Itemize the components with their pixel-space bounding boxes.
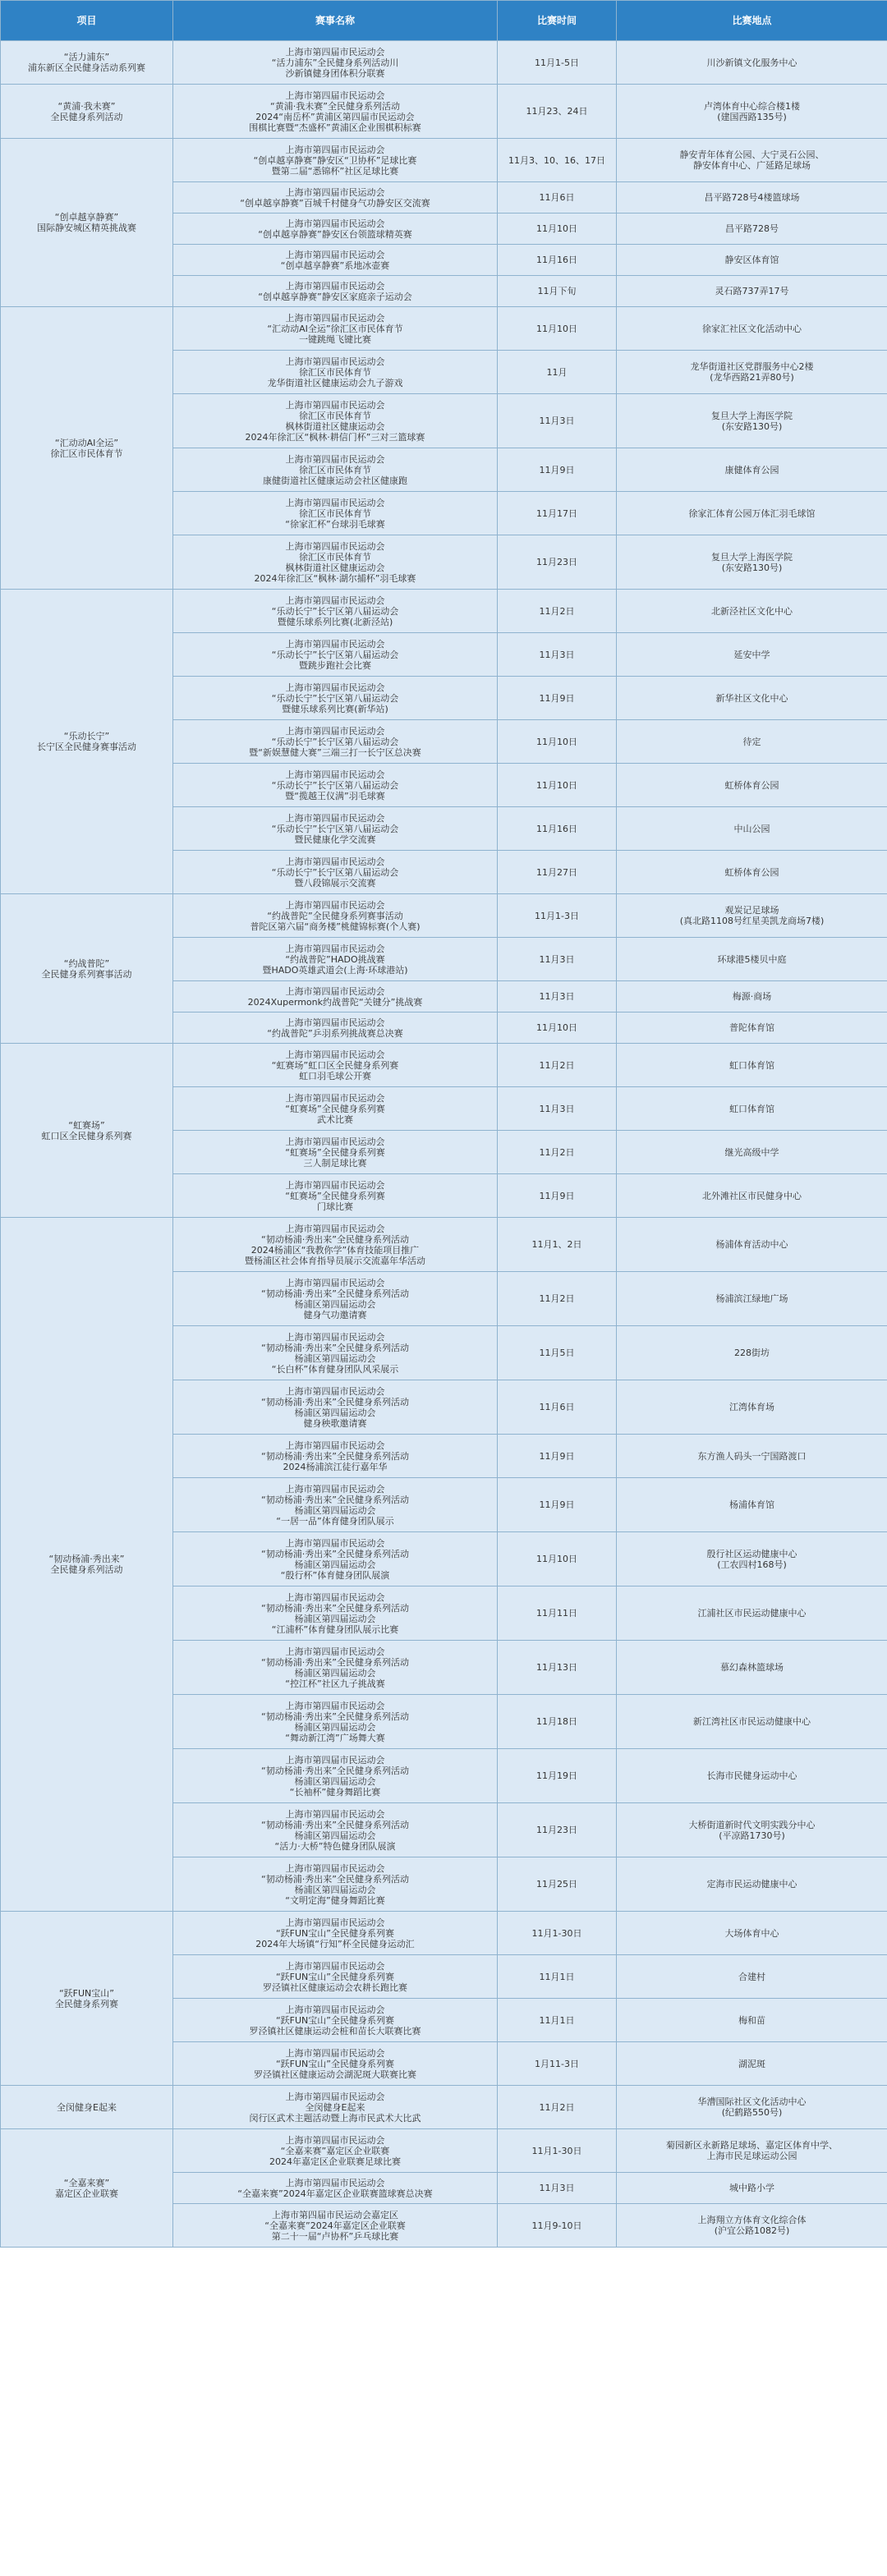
place-cell: 杨浦体育馆	[617, 1478, 887, 1532]
place-cell: 复旦大学上海医学院 (东安路130号)	[617, 394, 887, 448]
event-name-cell: 上海市第四届市民运动会 “全嘉来赛”嘉定区企业联赛 2024年嘉定区企业联赛足球比赛	[173, 2129, 498, 2173]
place-cell: 静安区体育馆	[617, 245, 887, 276]
place-cell: 康健体育公园	[617, 448, 887, 492]
place-cell: 观炭记足球场 (真北路1108号红星美凯龙商场7楼)	[617, 894, 887, 938]
time-cell: 11月23、24日	[498, 85, 617, 139]
event-name-cell: 上海市第四届市民运动会 “乐动长宁”长宁区第八届运动会 暨跳步跑社会比赛	[173, 633, 498, 677]
event-name-cell: 上海市第四届市民运动会 “虹赛场”全民健身系列赛 武术比赛	[173, 1087, 498, 1131]
time-cell: 1月11-3日	[498, 2042, 617, 2086]
header-place: 比赛地点	[617, 1, 887, 41]
time-cell: 11月27日	[498, 851, 617, 894]
event-name-cell: 上海市第四届市民运动会 徐汇区市民体育节 龙华街道社区健康运动会九子游戏	[173, 351, 498, 394]
event-name-cell: 上海市第四届市民运动会 “乐动长宁”长宁区第八届运动会 暨民健康化学交流赛	[173, 807, 498, 851]
time-cell: 11月9日	[498, 677, 617, 720]
place-cell: 延安中学	[617, 633, 887, 677]
time-cell: 11月9日	[498, 448, 617, 492]
header-row	[1, 1, 887, 41]
event-name-cell: 上海市第四届市民运动会 “乐动长宁”长宁区第八届运动会 暨健乐球系列比赛(新华站)	[173, 677, 498, 720]
place-cell: 北外滩社区市民健身中心	[617, 1174, 887, 1218]
event-name-cell: 上海市第四届市民运动会 徐汇区市民体育节 枫林街道社区健康运动会 2024年徐汇区“枫林·湖尔捕杯”羽毛球赛	[173, 535, 498, 590]
time-cell: 11月5日	[498, 1326, 617, 1380]
table-row	[1, 2086, 887, 2129]
time-cell: 11月1-5日	[498, 41, 617, 85]
event-name-cell: 上海市第四届市民运动会 “韧动杨浦·秀出来”全民健身系列活动 杨浦区第四届运动会 “舞动新江湾”广场舞大赛	[173, 1695, 498, 1749]
table-row	[1, 139, 887, 182]
event-name-cell: 上海市第四届市民运动会 “全嘉来赛”2024年嘉定区企业联赛篮球赛总决赛	[173, 2173, 498, 2204]
time-cell: 11月10日	[498, 720, 617, 764]
event-name-cell: 上海市第四届市民运动会 “韧动杨浦·秀出来”全民健身系列活动 杨浦区第四届运动会 “文明定海”健身舞蹈比赛	[173, 1857, 498, 1912]
event-name-cell: 上海市第四届市民运动会 全闵健身E起来 闵行区武术主题活动暨上海市民武术大比武	[173, 2086, 498, 2129]
place-cell: 龙华街道社区党群服务中心2楼 (龙华西路21弄80号)	[617, 351, 887, 394]
time-cell: 11月23日	[498, 535, 617, 590]
project-cell: “韧动杨浦·秀出来” 全民健身系列活动	[1, 1218, 173, 1912]
time-cell: 11月2日	[498, 2086, 617, 2129]
project-cell: “汇动动AI全运” 徐汇区市民体育节	[1, 307, 173, 590]
event-name-cell: 上海市第四届市民运动会 “约战普陀”全民健身系列赛事活动 普陀区第六届“商务楼”桃健锦标赛(个人赛)	[173, 894, 498, 938]
event-name-cell: 上海市第四届市民运动会 “跃FUN宝山”全民健身系列赛 2024年大场镇“行知”杯全民健身运动汇	[173, 1912, 498, 1955]
place-cell: 北新泾社区文化中心	[617, 590, 887, 633]
event-name-cell: 上海市第四届市民运动会 “虹赛场”全民健身系列赛 三人制足球比赛	[173, 1131, 498, 1174]
place-cell: 虹口体育馆	[617, 1087, 887, 1131]
event-name-cell: 上海市第四届市民运动会 徐汇区市民体育节 “徐家汇杯”台球羽毛球赛	[173, 492, 498, 535]
project-cell: “创卓越享静赛” 国际静安城区精英挑战赛	[1, 139, 173, 307]
place-cell: 中山公园	[617, 807, 887, 851]
time-cell: 11月2日	[498, 1131, 617, 1174]
time-cell: 11月9日	[498, 1435, 617, 1478]
event-name-cell: 上海市第四届市民运动会 “韧动杨浦·秀出来”全民健身系列活动 杨浦区第四届运动会 “一居一品”体育健身团队展示	[173, 1478, 498, 1532]
time-cell: 11月6日	[498, 182, 617, 214]
place-cell: 殷行社区运动健康中心 (工农四村168号)	[617, 1532, 887, 1586]
event-name-cell: 上海市第四届市民运动会 “韧动杨浦·秀出来”全民健身系列活动 2024杨浦区“我教你学”体育技能项目推广 暨杨浦区社会体育指导员展示交流嘉年华活动	[173, 1218, 498, 1272]
event-name-cell: 上海市第四届市民运动会 “乐动长宁”长宁区第八届运动会 暨八段锦展示交流赛	[173, 851, 498, 894]
time-cell: 11月16日	[498, 807, 617, 851]
time-cell: 11月3日	[498, 981, 617, 1012]
event-name-cell: 上海市第四届市民运动会 “韧动杨浦·秀出来”全民健身系列活动 杨浦区第四届运动会 健身气功邀请赛	[173, 1272, 498, 1326]
place-cell: 华漕国际社区文化活动中心 (纪鹤路550号)	[617, 2086, 887, 2129]
time-cell: 11月1-30日	[498, 2129, 617, 2173]
event-name-cell: 上海市第四届市民运动会 “韧动杨浦·秀出来”全民健身系列活动 杨浦区第四届运动会 “活力·大桥”特色健身团队展演	[173, 1803, 498, 1857]
place-cell: 虹桥体育公园	[617, 851, 887, 894]
table-row	[1, 307, 887, 351]
project-cell: “乐动长宁” 长宁区全民健身赛事活动	[1, 590, 173, 894]
event-name-cell: 上海市第四届市民运动会 “跃FUN宝山”全民健身系列赛 罗泾镇社区健康运动会桩和苗长大联赛比赛	[173, 1999, 498, 2042]
table-row	[1, 2129, 887, 2173]
time-cell: 11月3日	[498, 2173, 617, 2204]
place-cell: 静安青年体育公园、大宁灵石公园、 静安体育中心、广延路足球场	[617, 139, 887, 182]
time-cell: 11月1-3日	[498, 894, 617, 938]
time-cell: 11月2日	[498, 1272, 617, 1326]
event-name-cell: 上海市第四届市民运动会 “乐动长宁”长宁区第八届运动会 暨健乐球系列比赛(北新泾站)	[173, 590, 498, 633]
time-cell: 11月13日	[498, 1641, 617, 1695]
place-cell: 梅源·商场	[617, 981, 887, 1012]
place-cell: 虹口体育馆	[617, 1044, 887, 1087]
place-cell: 灵石路737弄17号	[617, 276, 887, 307]
time-cell: 11月9日	[498, 1478, 617, 1532]
time-cell: 11月16日	[498, 245, 617, 276]
event-name-cell: 上海市第四届市民运动会 “创卓越享静赛”百城千村健身气功静安区交流赛	[173, 182, 498, 214]
place-cell: 昌平路728号4楼篮球场	[617, 182, 887, 214]
time-cell: 11月10日	[498, 764, 617, 807]
place-cell: 川沙新镇文化服务中心	[617, 41, 887, 85]
event-name-cell: 上海市第四届市民运动会 “创卓越享静赛”静安区“卫协杯”足球比赛 暨第二届“悉锦杯”社区足球比赛	[173, 139, 498, 182]
place-cell: 湖泥斑	[617, 2042, 887, 2086]
place-cell: 新江湾社区市民运动健康中心	[617, 1695, 887, 1749]
header-project: 项目	[1, 1, 173, 41]
event-name-cell: 上海市第四届市民运动会 “创卓越享静赛”静安区家庭亲子运动会	[173, 276, 498, 307]
place-cell: 江浦社区市民运动健康中心	[617, 1586, 887, 1641]
place-cell: 228街坊	[617, 1326, 887, 1380]
event-name-cell: 上海市第四届市民运动会 “创卓越享静赛”系地冰壶赛	[173, 245, 498, 276]
event-name-cell: 上海市第四届市民运动会 “韧动杨浦·秀出来”全民健身系列活动 杨浦区第四届运动会 “长袖杯”健身舞蹈比赛	[173, 1749, 498, 1803]
event-name-cell: 上海市第四届市民运动会 “创卓越享静赛”静安区台领篮球精英赛	[173, 214, 498, 245]
place-cell: 菊园新区永新路足球场、嘉定区体育中学、 上海市民足球运动公园	[617, 2129, 887, 2173]
place-cell: 江湾体育场	[617, 1380, 887, 1435]
place-cell: 待定	[617, 720, 887, 764]
event-name-cell: 上海市第四届市民运动会 “跃FUN宝山”全民健身系列赛 罗泾镇社区健康运动会农耕长跑比赛	[173, 1955, 498, 1999]
time-cell: 11月18日	[498, 1695, 617, 1749]
time-cell: 11月3日	[498, 394, 617, 448]
time-cell: 11月	[498, 351, 617, 394]
event-name-cell: 上海市第四届市民运动会 “韧动杨浦·秀出来”全民健身系列活动 杨浦区第四届运动会 “长白杯”体育健身团队风采展示	[173, 1326, 498, 1380]
place-cell: 复旦大学上海医学院 (东安路130号)	[617, 535, 887, 590]
event-name-cell: 上海市第四届市民运动会 徐汇区市民体育节 康健街道社区健康运动会社区健康跑	[173, 448, 498, 492]
time-cell: 11月9日	[498, 1174, 617, 1218]
table-row	[1, 1912, 887, 1955]
event-name-cell: 上海市第四届市民运动会 “乐动长宁”长宁区第八届运动会 暨“揽越王仪满”羽毛球赛	[173, 764, 498, 807]
place-cell: 徐家汇体育公园万体汇羽毛球馆	[617, 492, 887, 535]
time-cell: 11月3日	[498, 633, 617, 677]
project-cell: “活力浦东” 浦东新区全民健身活动系列赛	[1, 41, 173, 85]
project-cell: “全嘉来赛” 嘉定区企业联赛	[1, 2129, 173, 2248]
project-cell: “黄浦·我未赛” 全民健身系列活动	[1, 85, 173, 139]
time-cell: 11月19日	[498, 1749, 617, 1803]
time-cell: 11月3日	[498, 938, 617, 981]
place-cell: 合建村	[617, 1955, 887, 1999]
place-cell: 杨浦滨江绿地广场	[617, 1272, 887, 1326]
time-cell: 11月10日	[498, 307, 617, 351]
time-cell: 11月10日	[498, 1532, 617, 1586]
event-name-cell: 上海市第四届市民运动会 “虹赛场”全民健身系列赛 门球比赛	[173, 1174, 498, 1218]
table-row	[1, 1218, 887, 1272]
place-cell: 继光高级中学	[617, 1131, 887, 1174]
place-cell: 卢湾体育中心综合楼1楼 (建国西路135号)	[617, 85, 887, 139]
place-cell: 新华社区文化中心	[617, 677, 887, 720]
place-cell: 大场体育中心	[617, 1912, 887, 1955]
table-row	[1, 894, 887, 938]
project-cell: 全闵健身E起来	[1, 2086, 173, 2129]
event-name-cell: 上海市第四届市民运动会 “韧动杨浦·秀出来”全民健身系列活动 杨浦区第四届运动会 健身秧歌邀请赛	[173, 1380, 498, 1435]
place-cell: 上海翔立方体育文化综合体 (沪宜公路1082号)	[617, 2204, 887, 2248]
time-cell: 11月17日	[498, 492, 617, 535]
time-cell: 11月25日	[498, 1857, 617, 1912]
place-cell: 长海市民健身运动中心	[617, 1749, 887, 1803]
event-name-cell: 上海市第四届市民运动会 “乐动长宁”长宁区第八届运动会 暨“新娱慧健大赛”三端三打一长宁区总决赛	[173, 720, 498, 764]
event-name-cell: 上海市第四届市民运动会 “活力浦东”全民健身系列活动川 沙新镇健身团体积分联赛	[173, 41, 498, 85]
time-cell: 11月1、2日	[498, 1218, 617, 1272]
time-cell: 11月1-30日	[498, 1912, 617, 1955]
time-cell: 11月3、10、16、17日	[498, 139, 617, 182]
event-name-cell: 上海市第四届市民运动会嘉定区 “全嘉来赛”2024年嘉定区企业联赛 第二十一届“卢协杯”乒乓球比赛	[173, 2204, 498, 2248]
event-name-cell: 上海市第四届市民运动会 “韧动杨浦·秀出来”全民健身系列活动 杨浦区第四届运动会 “江浦杯”体育健身团队展示比赛	[173, 1586, 498, 1641]
time-cell: 11月2日	[498, 1044, 617, 1087]
place-cell: 定海市民运动健康中心	[617, 1857, 887, 1912]
table-row	[1, 85, 887, 139]
project-cell: “虹赛场” 虹口区全民健身系列赛	[1, 1044, 173, 1218]
place-cell: 东方渔人码头一宁国路渡口	[617, 1435, 887, 1478]
time-cell: 11月6日	[498, 1380, 617, 1435]
table-body	[1, 41, 887, 2248]
event-name-cell: 上海市第四届市民运动会 “韧动杨浦·秀出来”全民健身系列活动 杨浦区第四届运动会 “殷行杯”体育健身团队展演	[173, 1532, 498, 1586]
time-cell: 11月1日	[498, 1955, 617, 1999]
time-cell: 11月10日	[498, 214, 617, 245]
project-cell: “约战普陀” 全民健身系列赛事活动	[1, 894, 173, 1044]
time-cell: 11月3日	[498, 1087, 617, 1131]
time-cell: 11月下旬	[498, 276, 617, 307]
event-name-cell: 上海市第四届市民运动会 “韧动杨浦·秀出来”全民健身系列活动 杨浦区第四届运动会 “控江杯”社区九子挑战赛	[173, 1641, 498, 1695]
event-name-cell: 上海市第四届市民运动会 “汇动动AI全运”徐汇区市民体育节 一键跳绳飞键比赛	[173, 307, 498, 351]
time-cell: 11月23日	[498, 1803, 617, 1857]
place-cell: 环球港5楼贝中庭	[617, 938, 887, 981]
time-cell: 11月2日	[498, 590, 617, 633]
header-event-name: 赛事名称	[173, 1, 498, 41]
event-name-cell: 上海市第四届市民运动会 “约战普陀”HADO挑战赛 暨HADO英雄武道会(上海·环球港站)	[173, 938, 498, 981]
event-name-cell: 上海市第四届市民运动会 “跃FUN宝山”全民健身系列赛 罗泾镇社区健康运动会湖泥斑大联赛比赛	[173, 2042, 498, 2086]
event-name-cell: 上海市第四届市民运动会 徐汇区市民体育节 枫林街道社区健康运动会 2024年徐汇区“枫林·耕信门杯”三对三篮球赛	[173, 394, 498, 448]
event-name-cell: 上海市第四届市民运动会 “约战普陀”乒羽系列挑战赛总决赛	[173, 1012, 498, 1044]
event-name-cell: 上海市第四届市民运动会 “虹赛场”虹口区全民健身系列赛 虹口羽毛球公开赛	[173, 1044, 498, 1087]
event-name-cell: 上海市第四届市民运动会 “韧动杨浦·秀出来”全民健身系列活动 2024杨浦滨江徒行嘉年华	[173, 1435, 498, 1478]
place-cell: 大桥街道新时代文明实践分中心 (平凉路1730号)	[617, 1803, 887, 1857]
header-time: 比赛时间	[498, 1, 617, 41]
place-cell: 普陀体育馆	[617, 1012, 887, 1044]
place-cell: 慕幻森林篮球场	[617, 1641, 887, 1695]
time-cell: 11月9-10日	[498, 2204, 617, 2248]
table-row	[1, 590, 887, 633]
time-cell: 11月10日	[498, 1012, 617, 1044]
time-cell: 11月11日	[498, 1586, 617, 1641]
place-cell: 虹桥体育公园	[617, 764, 887, 807]
table-row	[1, 1044, 887, 1087]
event-name-cell: 上海市第四届市民运动会 2024Xupermonk约战普陀“关键分”挑战赛	[173, 981, 498, 1012]
time-cell: 11月1日	[498, 1999, 617, 2042]
place-cell: 徐家汇社区文化活动中心	[617, 307, 887, 351]
event-name-cell: 上海市第四届市民运动会 “黄浦·我未赛”全民健身系列活动 2024“南岳杯”黄浦区第四届市民运动会 围棋比赛暨“杰盛杯”黄浦区企业围棋积标赛	[173, 85, 498, 139]
place-cell: 杨浦体育活动中心	[617, 1218, 887, 1272]
table-row	[1, 41, 887, 85]
project-cell: “跃FUN宝山” 全民健身系列赛	[1, 1912, 173, 2086]
place-cell: 昌平路728号	[617, 214, 887, 245]
place-cell: 城中路小学	[617, 2173, 887, 2204]
place-cell: 梅和苗	[617, 1999, 887, 2042]
